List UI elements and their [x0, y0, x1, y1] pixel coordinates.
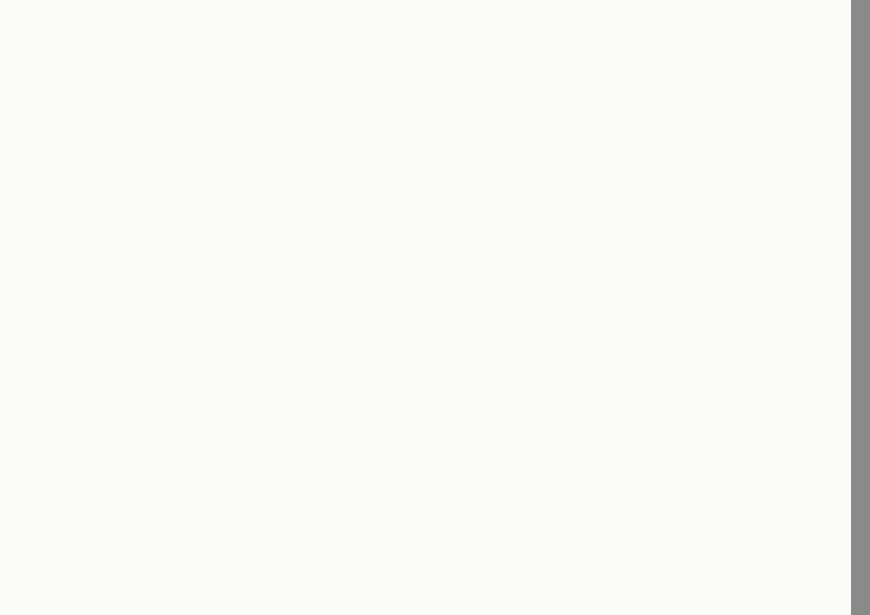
scan-edge-strip [851, 0, 870, 615]
